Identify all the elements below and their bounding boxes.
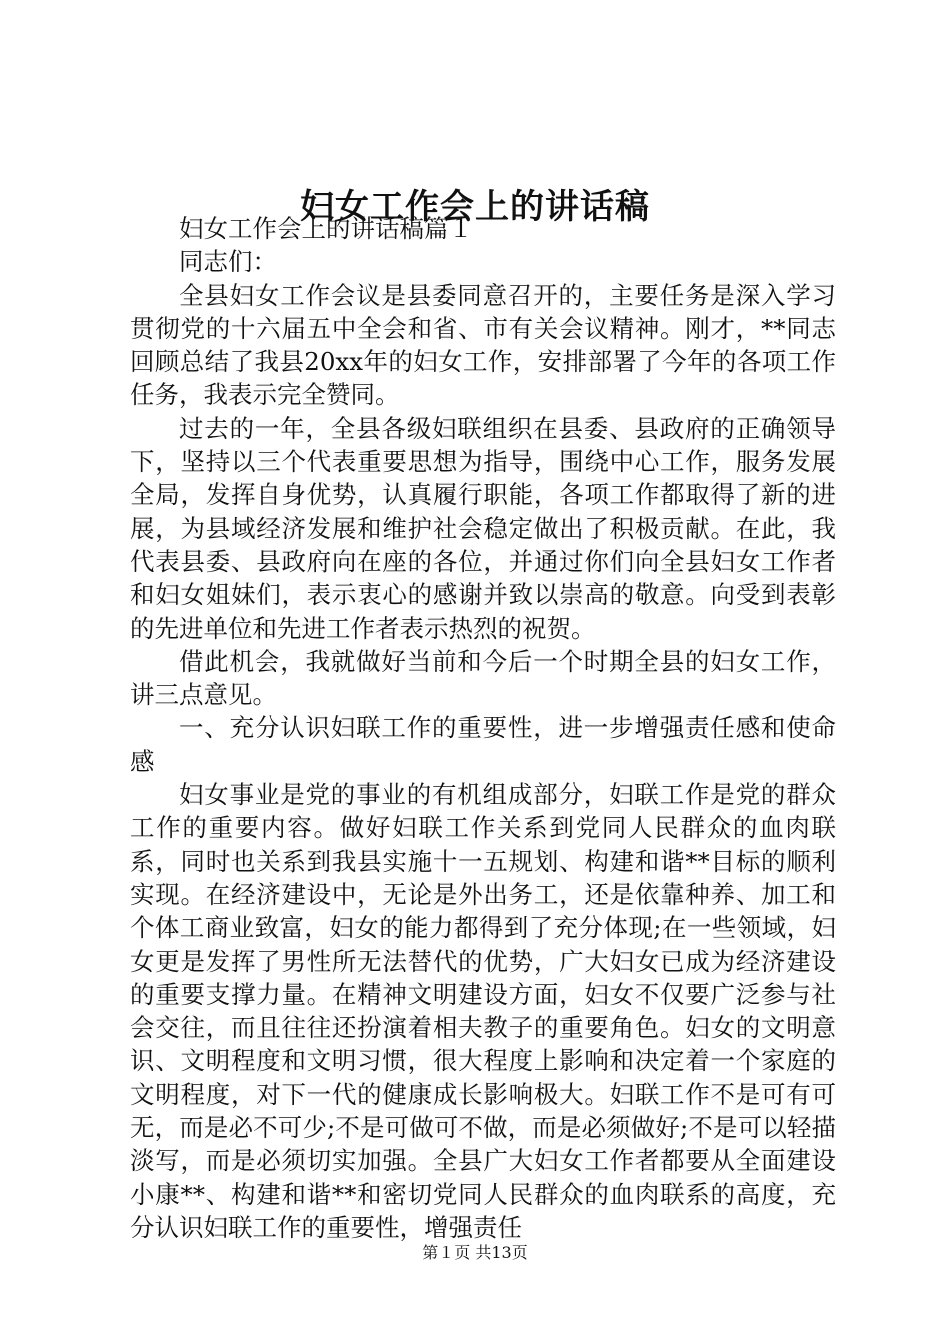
paragraph: 全县妇女工作会议是县委同意召开的，主要任务是深入学习贯彻党的十六届五中全会和省、市有关会议精神。刚才，**同志回顾总结了我县20xx年的妇女工作，安排部署了今年的各项工作任务，我表示完全赞同。: [130, 280, 836, 410]
paragraph: 借此机会，我就做好当前和今后一个时期全县的妇女工作，讲三点意见。: [130, 646, 836, 710]
paragraph: 妇女事业是党的事业的有机组成部分，妇联工作是党的群众工作的重要内容。做好妇联工作关系到党同人民群众的血肉联系，同时也关系到我县实施十一五规划、构建和谐**目标的顺利实现。在经济建设中，无论是外出务工，还是依靠种养、加工和个体工商业致富，妇女的能力都得到了充分体现;在一些领域，妇女更是发挥了男性所无法替代的优势，广大妇女已成为经济建设的重要支撑力量。在精神文明建设方面，妇女不仅要广泛参与社会交往，而且往往还扮演着相夫教子的重要角色。妇女的文明意识、文明程度和文明习惯，很大程度上影响和决定着一个家庭的文明程度，对下一代的健康成长影响极大。妇联工作不是可有可无，而是必不可少;不是可做可不做，而是必须做好;不是可以轻描淡写，而是必须切实加强。全县广大妇女工作者都要从全面建设小康**、构建和谐**和密切党同人民群众的血肉联系的高度，充分认识妇联工作的重要性，增强责任: [130, 780, 836, 1242]
paragraph: 过去的一年，全县各级妇联组织在县委、县政府的正确领导下，坚持以三个代表重要思想为指导，围绕中心工作，服务发展全局，发挥自身优势，认真履行职能，各项工作都取得了新的进展，为县域经济发展和维护社会稳定做出了积极贡献。在此，我代表县委、县政府向在座的各位，并通过你们向全县妇女工作者和妇女姐妹们，表示衷心的感谢并致以崇高的敬意。向受到表彰的先进单位和先进工作者表示热烈的祝贺。: [130, 413, 836, 643]
document-body: [130, 212, 836, 1244]
paragraph-subtitle: 妇女工作会上的讲话稿篇１: [179, 214, 473, 243]
page-footer: 第１页 共13页: [422, 1243, 528, 1262]
document-title: 妇女工作会上的讲话稿: [300, 187, 650, 227]
section-heading: 一、充分认识妇联工作的重要性，进一步增强责任感和使命感: [130, 713, 836, 776]
paragraph-salutation: 同志们：: [179, 247, 277, 277]
